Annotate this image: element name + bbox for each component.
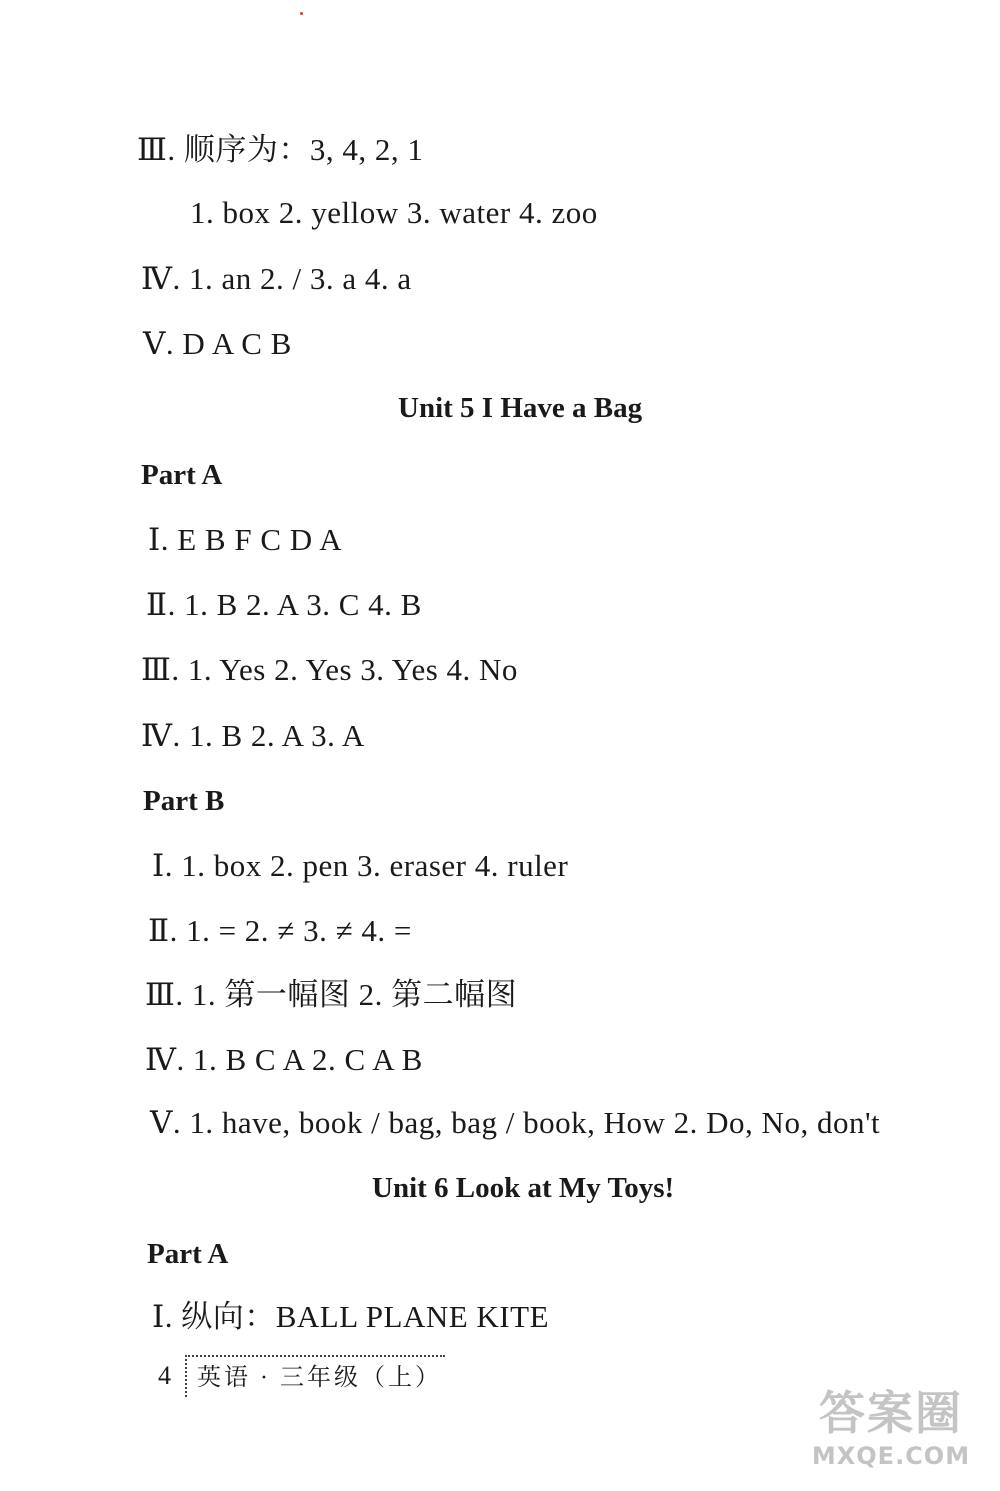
answer-line-u5b-v: Ⅴ. 1. have, book / bag, bag / book, How 2. Do, No, don't [150,1105,881,1140]
page-footer [158,1354,445,1398]
unit5-part-b-heading: Part B [143,785,225,817]
red-dot-mark [300,12,303,15]
watermark-url: MXQE.COM [811,1442,971,1470]
subject-label: 英语 · 三年级（上） [185,1355,445,1397]
unit5-part-a-heading: Part A [141,459,223,491]
unit6-part-a-heading: Part A [147,1238,229,1270]
unit6-heading: Unit 6 Look at My Toys! [372,1172,675,1204]
page-number: 4 [158,1361,171,1390]
answer-line-u4-v: Ⅴ. D A C B [143,326,292,361]
answer-line-u5a-iv: Ⅳ. 1. B 2. A 3. A [141,718,365,753]
answer-line-u4-iii-words: 1. box 2. yellow 3. water 4. zoo [190,195,598,230]
answer-line-u5b-iv: Ⅳ. 1. B C A 2. C A B [145,1042,423,1077]
answer-line-u5a-ii: Ⅱ. 1. B 2. A 3. C 4. B [146,587,422,622]
answer-line-u6a-i: Ⅰ. 纵向：BALL PLANE KITE [152,1299,550,1334]
answer-line-u5b-ii: Ⅱ. 1. = 2. ≠ 3. ≠ 4. = [148,913,412,948]
answer-line-u4-iii: Ⅲ. 顺序为：3, 4, 2, 1 [137,132,424,167]
answer-line-u5a-iii: Ⅲ. 1. Yes 2. Yes 3. Yes 4. No [141,652,518,687]
watermark-logo: 答案圈 [819,1386,963,1440]
answer-line-u5a-i: Ⅰ. E B F C D A [148,522,343,557]
site-watermark [796,1385,986,1485]
answer-line-u4-iv: Ⅳ. 1. an 2. / 3. a 4. a [141,261,412,296]
unit5-heading: Unit 5 I Have a Bag [398,392,643,424]
answer-line-u5b-iii: Ⅲ. 1. 第一幅图 2. 第二幅图 [145,977,518,1012]
answer-line-u5b-i: Ⅰ. 1. box 2. pen 3. eraser 4. ruler [152,848,569,883]
